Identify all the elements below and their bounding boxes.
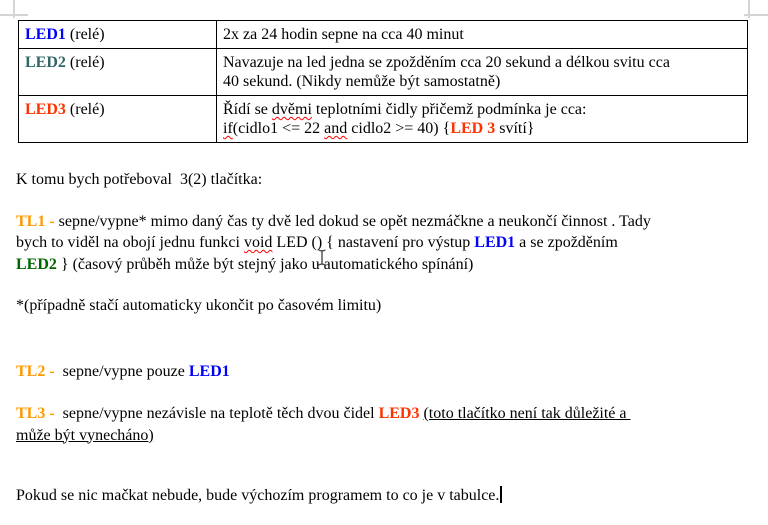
- led1-inline-ref: LED1: [188, 362, 230, 380]
- led2-label: LED2: [25, 54, 66, 71]
- tl1-text: bych to viděl na obojí jednu funkci: [16, 234, 244, 251]
- led3-desc-line2: [223, 119, 741, 138]
- spellcheck-word: dvěmi: [271, 101, 312, 118]
- led2-desc-line1: Navazuje na led jedna se zpožděním cca 20 sekund a délkou svitu cca: [223, 54, 670, 71]
- table-row-led1: [19, 21, 748, 49]
- tl1-paragraph: [16, 211, 758, 276]
- led3-inline-ref: LED3: [378, 405, 420, 422]
- led1-label: LED1: [25, 26, 66, 43]
- tl3-label: TL3 -: [16, 405, 59, 422]
- tl1-text: LED () { nastavení pro výstup: [272, 234, 475, 251]
- tl3-line1: [16, 403, 758, 425]
- led1-desc: 2x za 24 hodin sepne na cca 40 minut: [223, 26, 464, 43]
- tl3-underlined-text: (toto tlačítko není tak důležité a: [423, 405, 631, 422]
- footer-paragraph: [16, 485, 758, 507]
- document-body[interactable]: [0, 169, 768, 507]
- tl1-label: TL1 -: [16, 212, 59, 230]
- led3-desc-text: teplotními čidly přičemž podmínka je cca:: [311, 101, 587, 118]
- led3-label-cell[interactable]: [19, 96, 217, 143]
- led3-desc-text: cidlo2 >= 40) {: [347, 120, 451, 137]
- tl2-label: TL2 -: [16, 362, 59, 380]
- page-margin-mark-top-right: [744, 14, 768, 16]
- tl1-text: sepne/vypne* mimo daný čas ty dvě led dokud se opět nezmáčkne a neukončí činnost . Tady: [58, 212, 651, 230]
- led3-label: LED3: [25, 101, 66, 118]
- tl1-line1: [16, 211, 758, 233]
- table-row-led3: [19, 96, 748, 143]
- text-caret: [500, 486, 502, 503]
- footer-text: Pokud se nic mačkat nebude, bude výchozím programem to co je v tabulce.: [16, 487, 500, 504]
- led1-label-suffix: (relé): [65, 26, 105, 43]
- led2-desc-line2: 40 sekund. (Nikdy nemůže být samostatně): [223, 73, 501, 90]
- led1-inline-ref: LED1: [474, 234, 516, 251]
- tl1-line3: [16, 254, 758, 276]
- led3-desc-text: (cidlo1 <= 22: [232, 120, 325, 137]
- text-cursor-ibeam-icon: [317, 249, 327, 266]
- spellcheck-word: if: [223, 120, 233, 137]
- tl3-line2: [16, 425, 758, 447]
- led2-label-cell[interactable]: [19, 49, 217, 96]
- led3-desc-text: Řídí se: [223, 101, 272, 118]
- spellcheck-word: and: [324, 120, 348, 137]
- tl2-paragraph: [16, 361, 758, 383]
- led1-desc-cell[interactable]: [217, 21, 748, 49]
- led1-label-cell[interactable]: [19, 21, 217, 49]
- note-paragraph: *(případně stačí automaticky ukončit po časovém limitu): [16, 297, 382, 314]
- tl2-text: sepne/vypne pouze: [58, 362, 189, 380]
- page-margin-mark-top-left: [0, 14, 28, 16]
- led3-label-suffix: (relé): [65, 101, 105, 118]
- tl3-underlined-text: může být vynecháno): [16, 426, 154, 444]
- table-row-led2: [19, 49, 748, 96]
- tl1-text: } (časový průběh může být stejný jako u automatického spínání): [56, 255, 474, 273]
- tl1-line2: [16, 232, 758, 254]
- tl3-paragraph: [16, 403, 758, 446]
- led-table: [18, 20, 748, 143]
- intro-paragraph: K tomu bych potřeboval 3(2) tlačítka:: [16, 171, 263, 188]
- led2-inline-ref: LED2: [16, 255, 57, 273]
- led3-desc-cell[interactable]: [217, 96, 748, 143]
- spellcheck-word: void: [243, 234, 273, 251]
- led2-desc-cell[interactable]: [217, 49, 748, 96]
- led2-label-suffix: (relé): [65, 54, 105, 71]
- tl3-text: sepne/vypne nezávisle na teplotě těch dvou čidel: [58, 405, 379, 422]
- tl1-text: a se zpožděním: [515, 234, 618, 251]
- led3-desc-line1: [223, 100, 741, 119]
- led3-desc-text: svítí}: [495, 120, 535, 137]
- led3-inline-ref: LED 3: [450, 120, 496, 137]
